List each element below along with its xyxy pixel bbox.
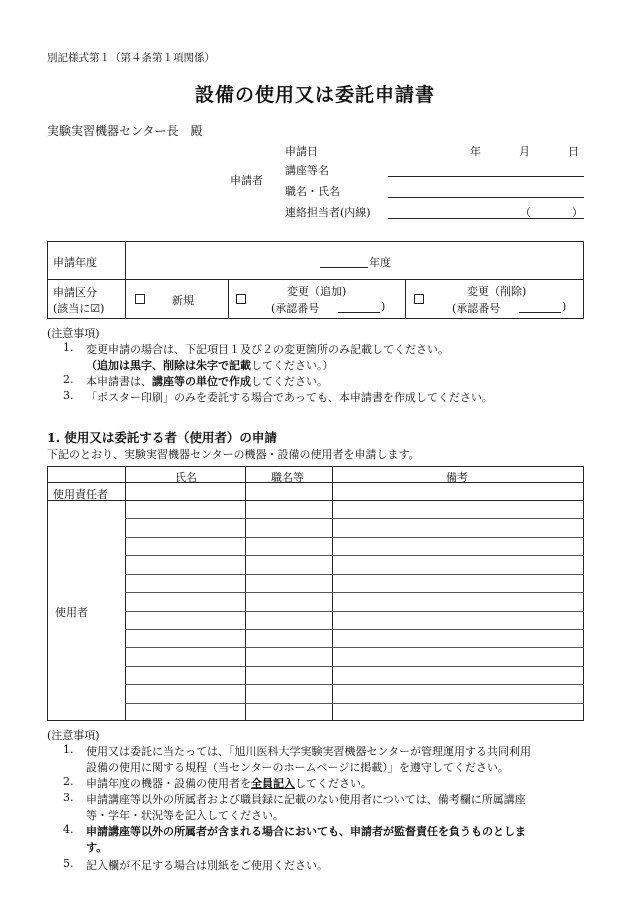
fiscal-year-suffix: 年度: [369, 256, 391, 269]
user-row-divider: [125, 592, 584, 593]
table-divider: [228, 279, 229, 319]
note-text-pre: 申請年度の機器・設備の使用者を: [86, 777, 251, 790]
day-label: 日: [568, 145, 579, 158]
table-divider: [47, 482, 584, 483]
contact-field[interactable]: [388, 218, 584, 219]
note-number: 4.: [63, 823, 74, 836]
note-text-rest: してください。）: [251, 359, 334, 372]
table-divider: [47, 279, 584, 280]
row-label-users: 使用者: [55, 606, 88, 619]
contact-paren-open: （: [520, 206, 531, 219]
addressee: 実験実習機器センター長 殿: [47, 124, 203, 138]
table-divider: [405, 279, 406, 319]
note-number: 5.: [63, 857, 74, 870]
new-checkbox[interactable]: [135, 294, 145, 304]
section-description: 下記のとおり、実験実習機器センターの機器・設備の使用者を申請します。: [47, 448, 420, 461]
user-row-divider: [125, 518, 584, 519]
name-field[interactable]: [388, 197, 584, 198]
note-text: [86, 373, 328, 389]
user-row-divider: [125, 684, 584, 685]
user-row-divider: [125, 537, 584, 538]
user-row-divider: [125, 574, 584, 575]
row-label-responsible: 使用責任者: [53, 488, 108, 501]
note-text: 申請講座等以外の所属者が含まれる場合においても、申請者が監督責任を負うものとしま: [86, 825, 526, 838]
note-number: 3.: [63, 389, 74, 402]
user-row-divider: [125, 703, 584, 704]
applicant-label: 申請者: [230, 174, 263, 187]
note-text-rest: してください。: [295, 777, 372, 790]
user-row-divider: [125, 647, 584, 648]
note-text: 申請講座等以外の所属者および職員録に記載のない使用者については、備考欄に所属講座: [86, 793, 526, 806]
note-text-pre: 本申請書は、: [86, 375, 152, 388]
application-type-hint: (該当に☑): [53, 302, 105, 315]
section-heading: 1. 使用又は委託する者（使用者）の申請: [47, 430, 277, 445]
note-text: 使用又は委託に当たっては、「旭川医科大学実験実習機器センターが管理運用する共同利用: [86, 745, 532, 758]
change-add-checkbox[interactable]: [236, 294, 246, 304]
note-text: 「ポスター印刷」のみを委託する場合であっても、本申請書を作成してください。: [86, 391, 493, 404]
name-label: 職名・氏名: [285, 185, 340, 198]
note-text-rest: してください。: [251, 375, 328, 388]
col-header-title: 職名等: [271, 471, 304, 484]
table-divider: [245, 466, 246, 721]
new-option-label: 新規: [172, 294, 194, 307]
notes-header: (注意事項): [47, 729, 100, 742]
contact-label: 連絡担当者(内線): [285, 206, 371, 219]
change-add-approval-field[interactable]: [338, 312, 380, 313]
change-delete-approval-label: (承認番号: [452, 302, 501, 315]
note-number: 2.: [63, 373, 74, 386]
change-add-label: 変更（追加): [287, 285, 347, 298]
user-row-divider: [125, 611, 584, 612]
department-label: 講座等名: [285, 164, 329, 177]
year-label: 年: [470, 145, 481, 158]
user-row-divider: [125, 629, 584, 630]
note-emphasis: 講座等の単位で作成: [152, 375, 251, 388]
note-text: [86, 357, 334, 373]
note-number: 2.: [63, 775, 74, 788]
change-delete-approval-field[interactable]: [519, 312, 561, 313]
contact-paren-close: ）: [572, 206, 583, 219]
department-field[interactable]: [388, 176, 584, 177]
note-emphasis: （追加は黒字、削除は朱字で記載: [86, 359, 251, 372]
note-number: 3.: [63, 791, 74, 804]
table-divider: [47, 500, 584, 501]
application-type-label: 申請区分: [53, 286, 97, 299]
note-text: [86, 775, 372, 791]
change-add-approval-label: (承認番号: [271, 302, 320, 315]
application-date-label: 申請日: [285, 145, 318, 158]
note-number: 1.: [63, 341, 74, 354]
note-text: 等・学年・状況等を記入してください。: [86, 809, 284, 822]
table-divider: [125, 241, 126, 319]
users-table: [47, 466, 584, 721]
form-code: 別記様式第１（第４条第１項関係）: [47, 52, 215, 64]
month-label: 月: [519, 145, 530, 158]
col-header-remarks: 備考: [446, 471, 468, 484]
page-title: 設備の使用又は委託申請書: [194, 84, 435, 106]
change-delete-checkbox[interactable]: [414, 294, 424, 304]
note-text: 記入欄が不足する場合は別紙をご使用ください。: [86, 859, 328, 872]
fiscal-year-field[interactable]: [320, 267, 368, 268]
change-add-close: ): [381, 300, 386, 313]
change-delete-close: ): [562, 300, 567, 313]
table-divider: [125, 466, 126, 721]
change-delete-label: 変更（削除): [467, 285, 527, 298]
user-row-divider: [125, 666, 584, 667]
col-header-name: 氏名: [175, 471, 197, 484]
notes-header: (注意事項): [47, 327, 100, 340]
note-text: 設備の使用に関する規程（当センターのホームページに掲載）」を遵守してください。: [86, 761, 509, 774]
fiscal-year-label: 申請年度: [53, 256, 97, 269]
user-row-divider: [125, 555, 584, 556]
note-text: す。: [86, 841, 108, 854]
note-number: 1.: [63, 743, 74, 756]
note-text: 変更申請の場合は、下記項目１及び２の変更箇所のみ記載してください。: [86, 343, 449, 356]
table-divider: [332, 466, 333, 721]
note-emphasis: 全員記入: [251, 777, 295, 790]
